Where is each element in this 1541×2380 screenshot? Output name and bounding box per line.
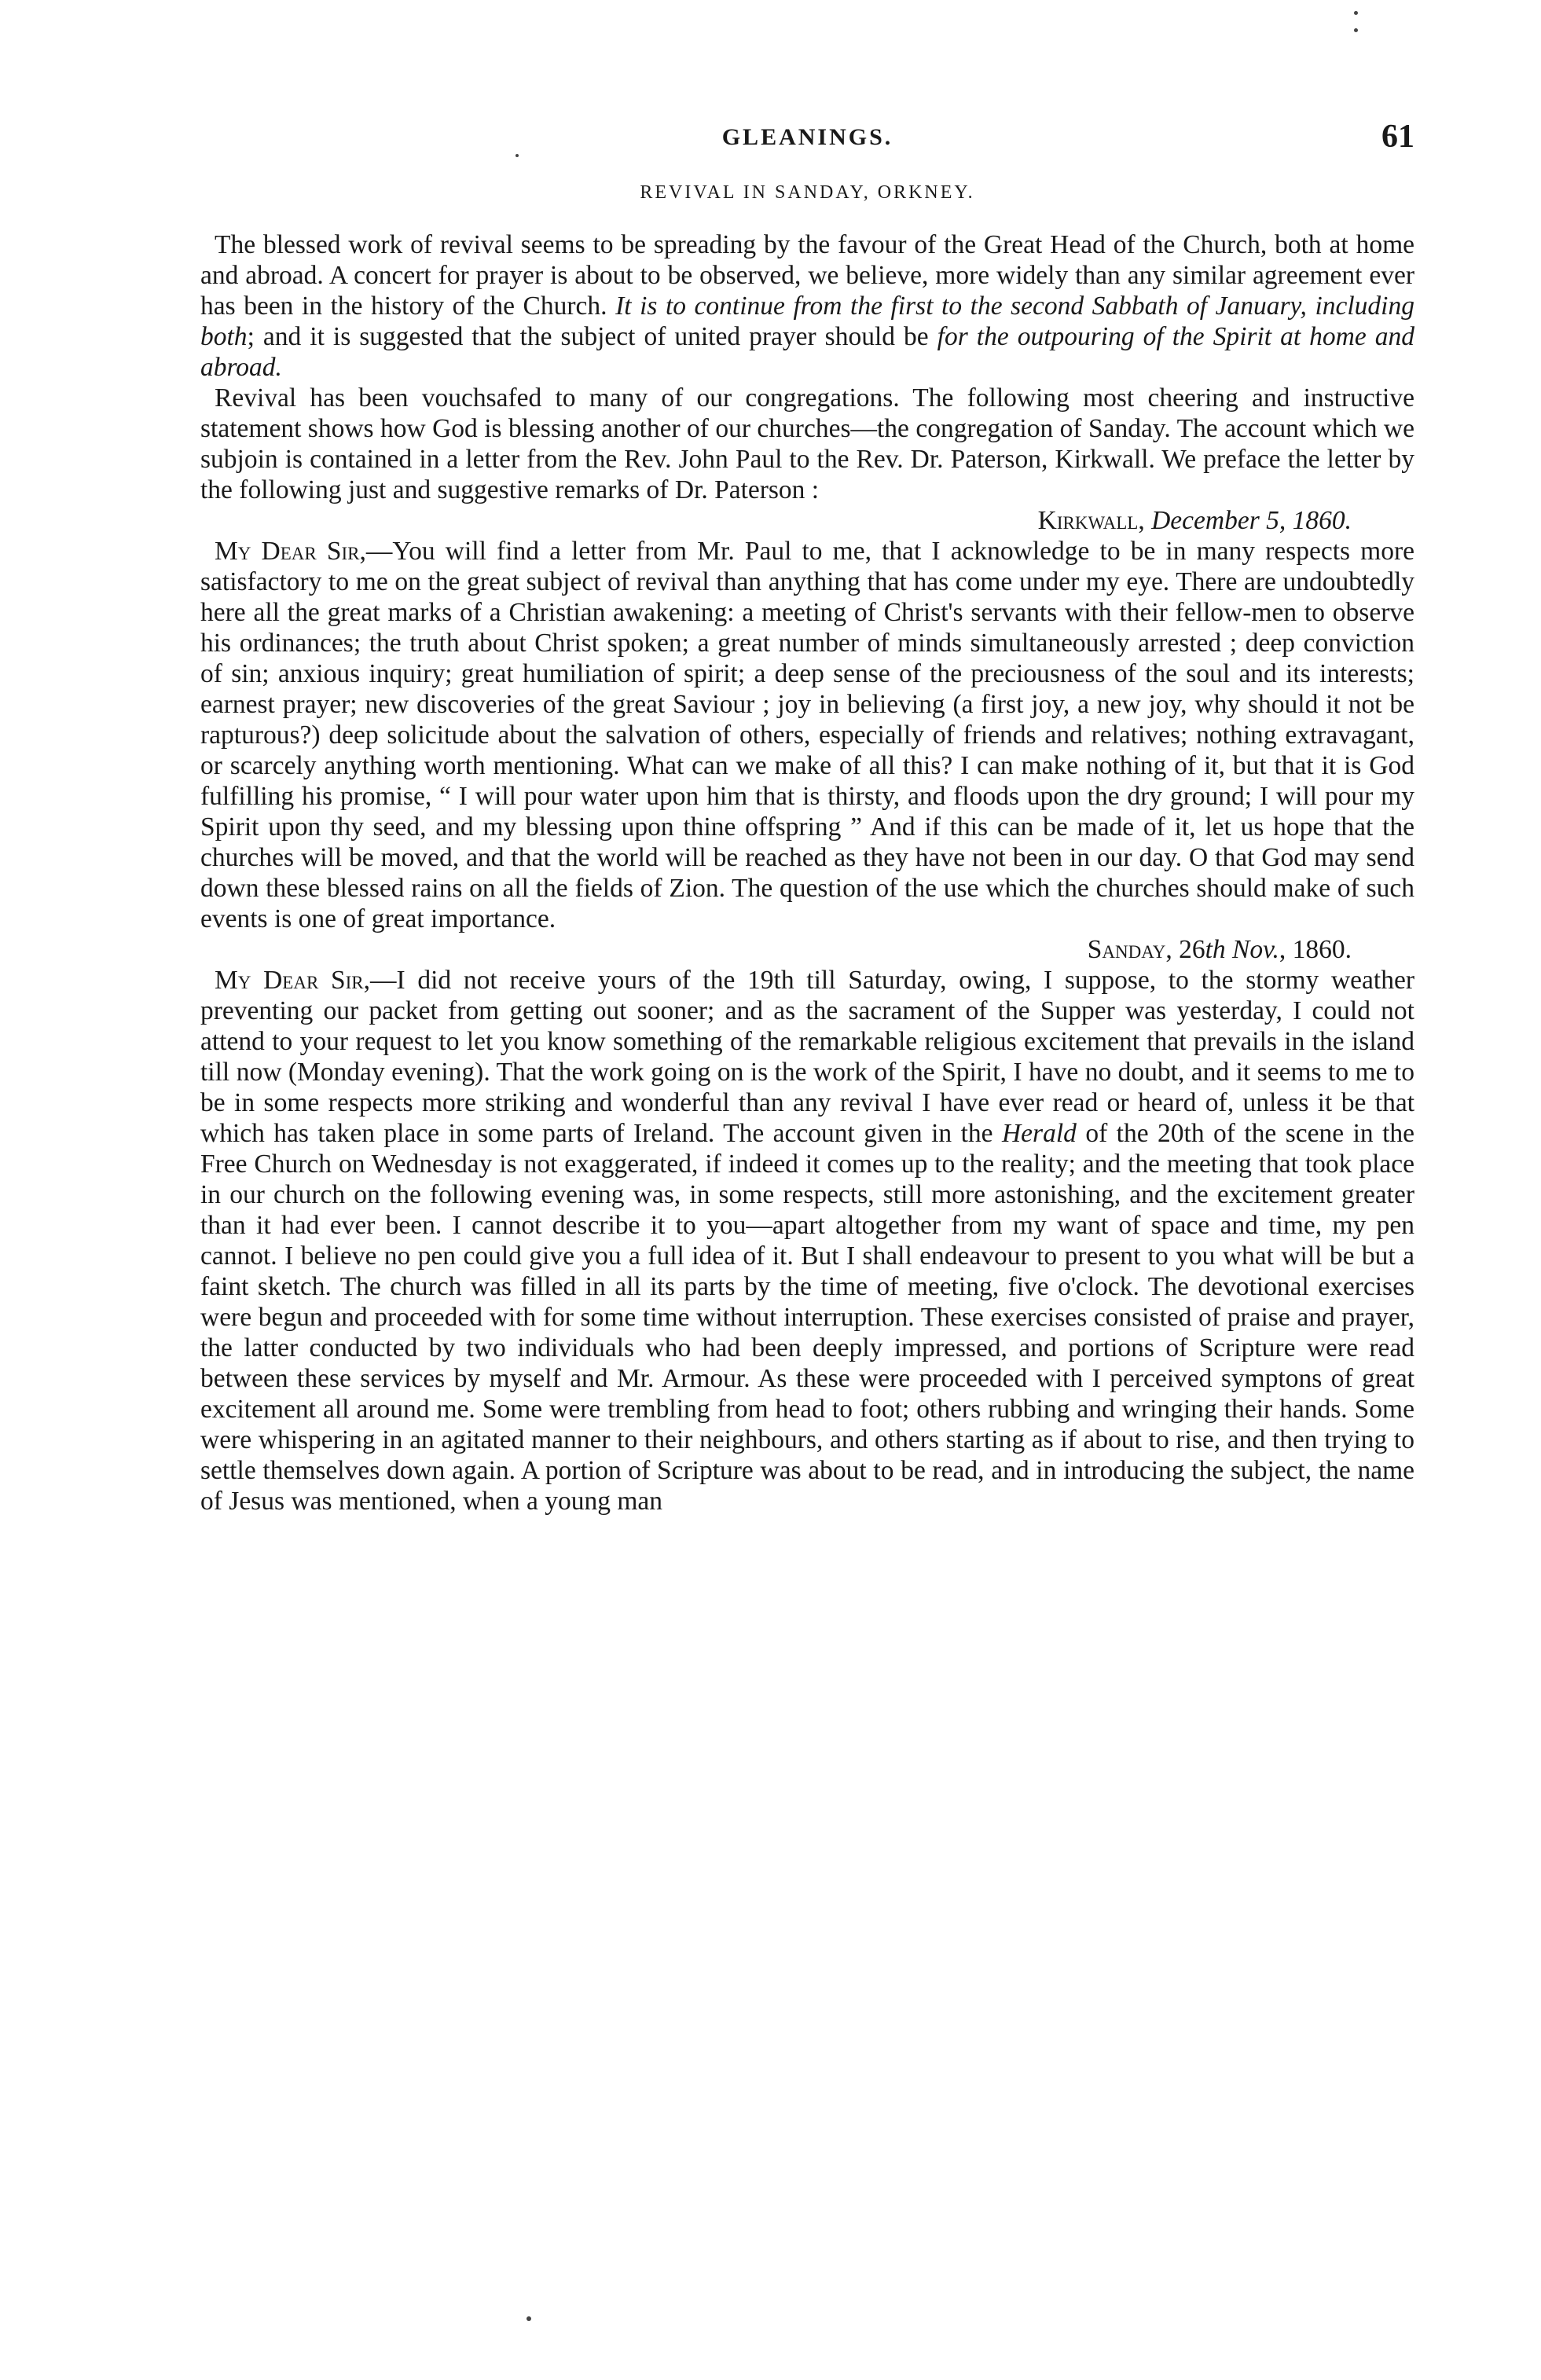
letter1-salutation: My Dear Sir, bbox=[215, 537, 366, 566]
page-number: 61 bbox=[1381, 119, 1414, 155]
letter2-date-day: 26 bbox=[1179, 935, 1205, 964]
intro-text: ; and it is suggested that the subject of united prayer should be bbox=[247, 322, 937, 351]
intro-text: The blessed work of revival seems to be spreading by the favour of the Great Head of the Church, both at home and abroad. A concert for prayer is about to be observed, we believe, more widely than any similar agreement ever has been in the history of the Church. bbox=[200, 230, 1414, 321]
print-speck bbox=[516, 154, 519, 157]
herald-italic: Herald bbox=[1001, 1119, 1077, 1148]
intro-paragraph-1 bbox=[200, 229, 1414, 383]
letter2-body: —I did not receive yours of the 19th till Saturday, owing, I suppose, to the stormy weather preventing our packet from getting out sooner; and as the sacrament of the Supper was yesterday, I could not attend to your request to let you know something of the remarkable religious excitement that prevails in the island till now (Monday evening). That the work going on is the work of the Spirit, I have no doubt, and it seems to me to be in some respects more striking and wonderful than any revival I have ever read or heard of, unless it be that which has taken place in some parts of Ireland. The account given in the bbox=[200, 966, 1414, 1148]
letter1-paragraph bbox=[200, 536, 1414, 934]
letter1-dateline bbox=[200, 505, 1414, 536]
letter2-body: of the 20th of the scene in the Free Church on Wednesday is not exaggerated, if indeed it comes up to the reality; and the meeting that took place in our church on the following evening was, in some respects, still more astonishing, and the excitement greater than it had ever been. I cannot describe it to you—apart altogether from my want of space and time, my pen cannot. I believe no pen could give you a full idea of it. But I shall endeavour to present to you what will be but a faint sketch. The church was filled in all its parts by the time of meeting, five o'clock. The devotional exercises were begun and proceeded with for some time without interruption. These exercises consisted of praise and prayer, the latter conducted by two individuals who had been deeply impressed, and portions of Scripture were read between these services by myself and Mr. Armour. As these were proceeded with I perceived symptons of great excitement all around me. Some were trembling from head to foot; others rubbing and wringing their hands. Some were whispering in an agitated manner to their neighbours, and others starting as if about to rise, and then trying to settle themselves down again. A portion of Scripture was about to be read, and in introducing the subject, the name of Jesus was mentioned, when a young man bbox=[200, 1119, 1414, 1516]
letter2-date-year: , 1860. bbox=[1279, 935, 1352, 964]
article-body bbox=[200, 229, 1414, 1516]
running-head bbox=[200, 118, 1414, 157]
letter2-place: Sanday, bbox=[1087, 935, 1172, 964]
section-heading: REVIVAL IN SANDAY, ORKNEY. bbox=[640, 182, 975, 203]
print-speck bbox=[1354, 28, 1358, 32]
letter1-body: —You will find a letter from Mr. Paul to me, that I acknowledge to be in many respects more satisfactory to me on the great subject of revival than anything that has come under my eye. There are undoubtedly here all the great marks of a Christian awakening: a meeting of Christ's servants with their fellow-men to observe his ordinances; the truth about Christ spoken; a great number of minds simultaneously arrested ; deep conviction of sin; anxious inquiry; great humiliation of spirit; a deep sense of the preciousness of the soul and its interests; earnest prayer; new discoveries of the great Saviour ; joy in believing (a first joy, a new joy, why should it not be rapturous?) deep solicitude about the salvation of others, especially of friends and relatives; nothing extravagant, or scarcely anything worth mentioning. What can we make of all this? I can make nothing of it, but that it is God fulfilling his promise, “ I will pour water upon him that is thirsty, and floods upon the dry ground; I will pour my Spirit upon thy seed, and my blessing upon thine offspring ” And if this can be made of it, let us hope that the churches will be moved, and that the world will be reached as they have not been in our day. O that God may send down these blessed rains on all the fields of Zion. The question of the use which the churches should make of such events is one of great importance. bbox=[200, 537, 1414, 933]
letter2-date-month: th Nov. bbox=[1205, 935, 1279, 964]
letter2-paragraph bbox=[200, 965, 1414, 1516]
intro-paragraph-2: Revival has been vouchsafed to many of our congregations. The following most cheering and instructive statement shows how God is blessing another of our churches—the congregation of Sanday. The account which we subjoin is contained in a letter from the Rev. John Paul to the Rev. Dr. Paterson, Kirkwall. We preface the letter by the following just and suggestive remarks of Dr. Paterson : bbox=[200, 383, 1414, 504]
print-speck bbox=[527, 2316, 531, 2321]
intro-italic-text: for the outpouring of the Spirit at home and abroad. bbox=[200, 322, 1414, 382]
print-speck bbox=[1354, 11, 1358, 15]
letter2-dateline bbox=[200, 934, 1414, 965]
running-title: GLEANINGS. bbox=[721, 124, 893, 150]
letter2-salutation: My Dear Sir, bbox=[215, 966, 370, 995]
letter1-place: Kirkwall, bbox=[1037, 506, 1145, 535]
intro-italic-text: It is to continue from the first to the second Sabbath of January, including both bbox=[200, 292, 1414, 351]
letter1-date: December 5, 1860. bbox=[1151, 506, 1352, 535]
